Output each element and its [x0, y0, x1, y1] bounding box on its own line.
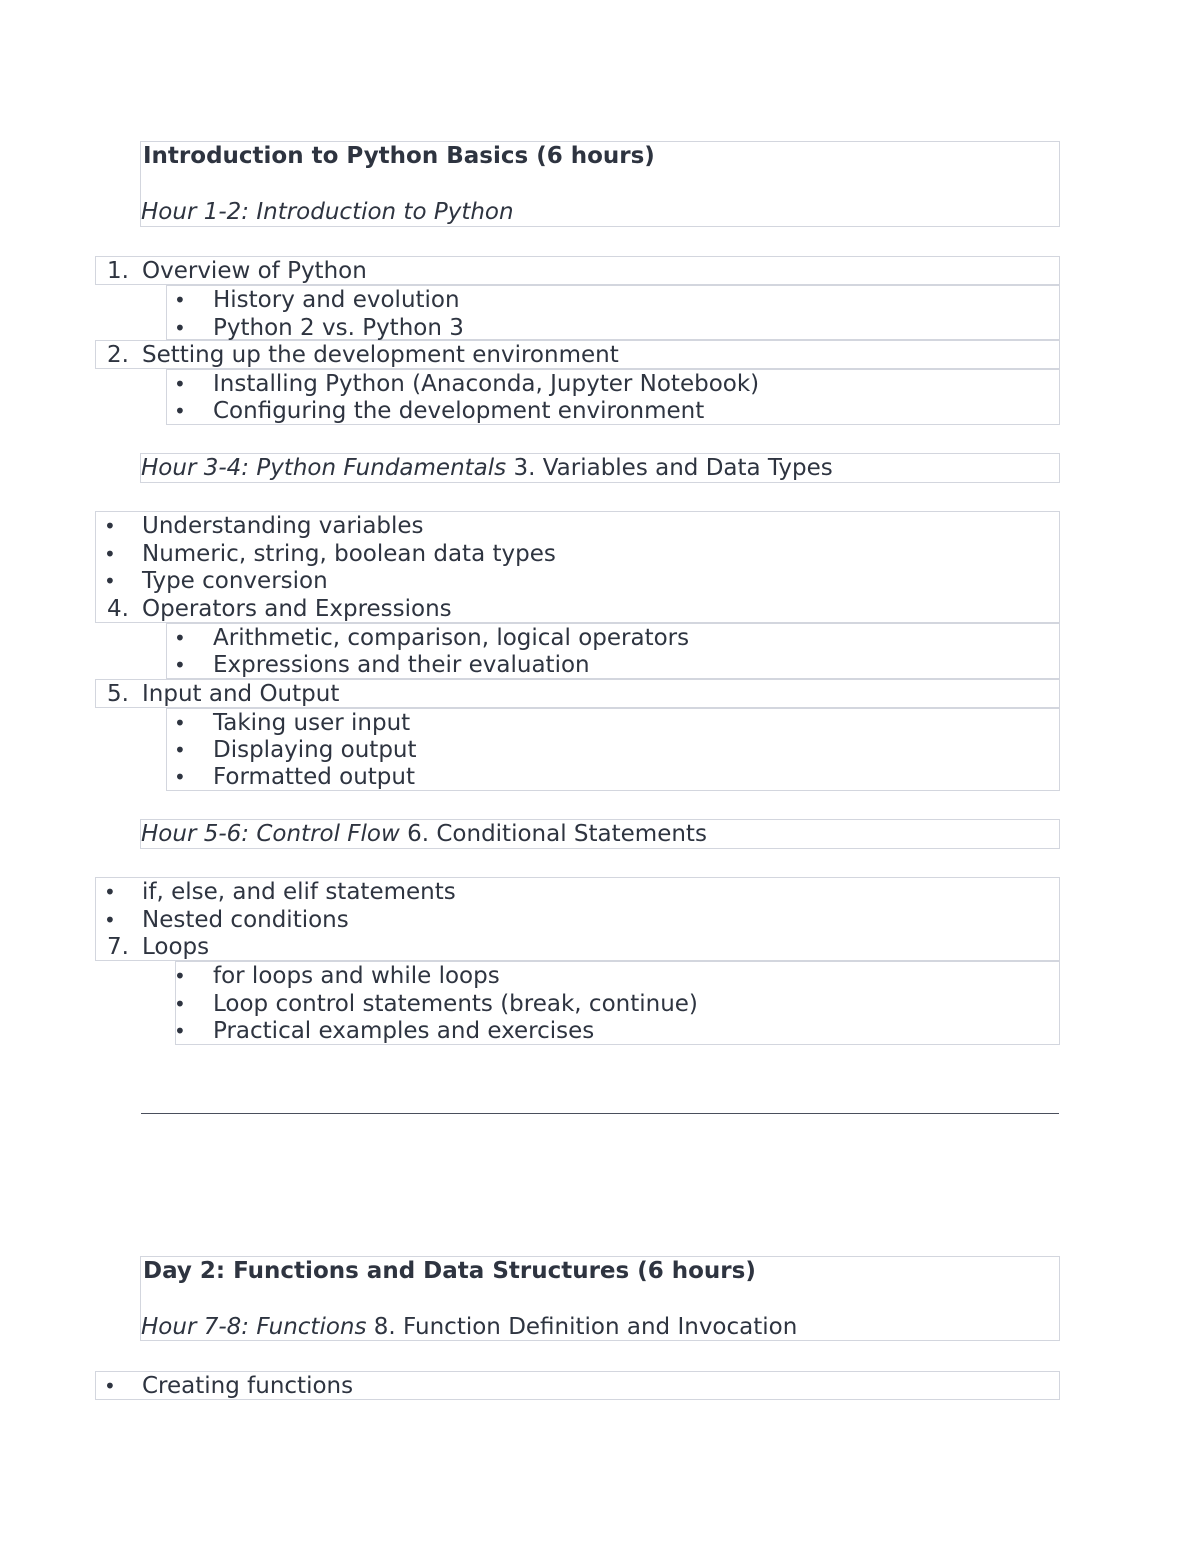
bullet-icon: •: [174, 316, 186, 340]
day2-title: Day 2: Functions and Data Structures (6 hours): [143, 1258, 756, 1284]
list-item-label: Input and Output: [142, 681, 340, 707]
hour-heading-1-2: Hour 1-2: Introduction to Python: [141, 199, 514, 225]
sub-list-1: [166, 285, 1060, 340]
sub-list-7: [175, 961, 1060, 1045]
bullet-icon: •: [174, 992, 186, 1016]
list-item: Numeric, string, boolean data types: [142, 541, 556, 567]
bullet-icon: •: [174, 653, 186, 677]
bullet-icon: •: [174, 372, 186, 396]
list-item: Loop control statements (break, continue): [213, 991, 698, 1017]
list-item: if, else, and elif statements: [142, 879, 456, 905]
bullet-icon: •: [174, 964, 186, 988]
section-label: 8. Function Definition and Invocation: [366, 1314, 798, 1340]
bullet-icon: •: [104, 880, 116, 904]
bullet-icon: •: [174, 626, 186, 650]
list-item: Displaying output: [213, 737, 417, 763]
list-number: 4.: [107, 596, 129, 622]
bullet-icon: •: [104, 569, 116, 593]
functions-list: [95, 1371, 1060, 1400]
conditionals-list: [95, 877, 1060, 961]
list-item-label: Loops: [142, 934, 210, 960]
list-item: Arithmetic, comparison, logical operators: [213, 625, 690, 651]
bullet-icon: •: [174, 288, 186, 312]
list-item-2: [95, 340, 1060, 369]
list-item: History and evolution: [213, 287, 460, 313]
hour-heading-3-4: [140, 453, 1060, 483]
bullet-icon: •: [104, 908, 116, 932]
list-number: 5.: [107, 681, 129, 707]
list-item: Installing Python (Anaconda, Jupyter Notebook): [213, 371, 760, 397]
bullet-icon: •: [174, 1019, 186, 1043]
hour-label: Hour 5-6: Control Flow: [141, 821, 400, 847]
bullet-icon: •: [104, 542, 116, 566]
hour-label: Hour 7-8: Functions: [141, 1314, 367, 1340]
list-item: for loops and while loops: [213, 963, 500, 989]
day2-header: [140, 1256, 1060, 1341]
day1-header: [140, 141, 1060, 227]
list-item: Creating functions: [142, 1373, 354, 1399]
sub-list-4: [166, 623, 1060, 679]
list-item-label: Overview of Python: [142, 258, 367, 284]
list-item-label: Setting up the development environment: [142, 342, 619, 368]
list-item: Type conversion: [142, 568, 328, 594]
list-item: Practical examples and exercises: [213, 1018, 595, 1044]
variables-list: [95, 511, 1060, 623]
bullet-icon: •: [174, 765, 186, 789]
bullet-icon: •: [104, 1374, 116, 1398]
bullet-icon: •: [174, 738, 186, 762]
hour-heading-5-6: [140, 819, 1060, 849]
sub-list-2: [166, 369, 1060, 425]
list-item: Python 2 vs. Python 3: [213, 315, 464, 341]
list-item: Expressions and their evaluation: [213, 652, 590, 678]
list-item-label: Operators and Expressions: [142, 596, 452, 622]
list-number: 7.: [107, 934, 129, 960]
list-item: Configuring the development environment: [213, 398, 705, 424]
page-title: Introduction to Python Basics (6 hours): [143, 143, 655, 169]
list-item: Formatted output: [213, 764, 415, 790]
list-item-5: [95, 679, 1060, 708]
list-item-1: [95, 256, 1060, 285]
bullet-icon: •: [174, 711, 186, 735]
section-label: 6. Conditional Statements: [399, 821, 707, 847]
list-number: 1.: [107, 258, 129, 284]
bullet-icon: •: [174, 399, 186, 423]
list-number: 2.: [107, 342, 129, 368]
list-item: Nested conditions: [142, 907, 349, 933]
hour-label: Hour 3-4: Python Fundamentals: [141, 455, 507, 481]
section-label: 3. Variables and Data Types: [506, 455, 833, 481]
list-item: Taking user input: [213, 710, 411, 736]
list-item: Understanding variables: [142, 513, 424, 539]
section-divider: [141, 1113, 1059, 1114]
sub-list-5: [166, 708, 1060, 791]
bullet-icon: •: [104, 514, 116, 538]
